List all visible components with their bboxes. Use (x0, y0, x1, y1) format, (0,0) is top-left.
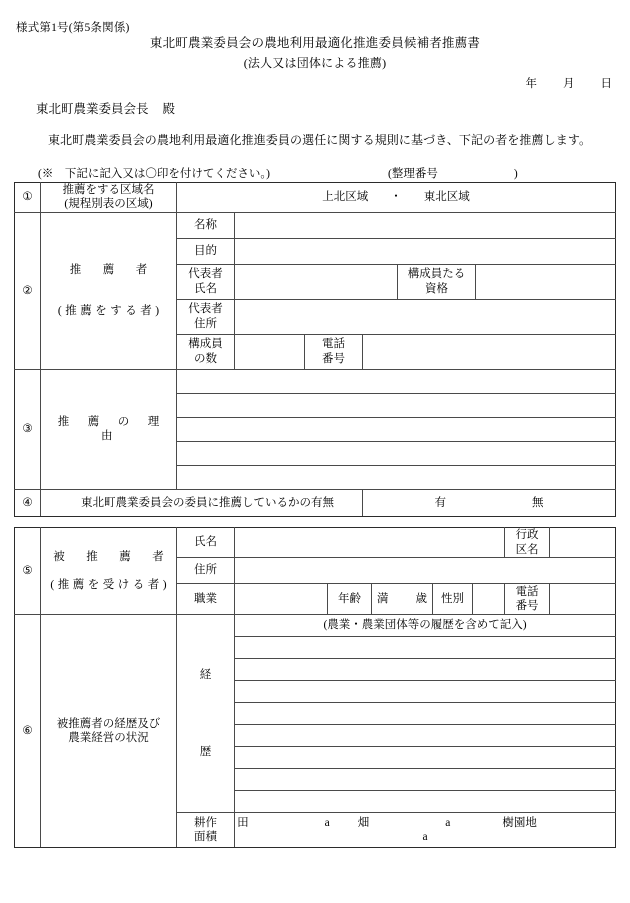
reference-number-close: ) (513, 168, 518, 180)
row-label-recommender (41, 212, 177, 369)
field-label-district-line2: 区名 (515, 543, 539, 556)
field-label-district-line1: 行政 (515, 529, 539, 542)
field-value-nominee-name[interactable] (235, 528, 505, 558)
field-label-purpose: 目的 (177, 238, 235, 264)
field-label-occupation: 職業 (177, 584, 235, 615)
field-label-member-count (177, 334, 235, 369)
area-option-separator: ・ (390, 191, 402, 204)
field-label-representative-address-line1: 代表者 (188, 303, 223, 316)
field-label-recommender-phone-line2: 番号 (322, 352, 345, 365)
field-label-nominee-phone (505, 584, 550, 615)
field-label-gender: 性別 (433, 584, 473, 615)
field-label-career-line2: 歴 (199, 745, 212, 758)
reason-line[interactable] (177, 441, 616, 465)
table-row-career-note (15, 615, 616, 637)
row-number-2: ② (15, 212, 41, 369)
field-value-name[interactable] (235, 212, 616, 238)
field-label-district (505, 528, 550, 558)
area-field-label: 畑 (357, 816, 370, 829)
field-value-gender[interactable] (473, 584, 505, 615)
page-title: 東北町農業委員会の農地利用最適化推進委員候補者推薦書 (149, 36, 481, 50)
career-line[interactable] (235, 681, 616, 703)
row-label-nominee-line1: 被 推 薦 者 (53, 550, 169, 563)
field-label-member-qualification-line2: 資格 (425, 282, 448, 295)
row-number-4: ④ (15, 489, 41, 516)
row-number-6-text: ⑥ (22, 724, 33, 737)
row-label-career (41, 615, 177, 848)
row-label-area-line2: (規程別表の区域) (64, 198, 153, 211)
row-number-5-text: ⑤ (22, 564, 33, 577)
field-value-district[interactable] (550, 528, 616, 558)
date-line (526, 75, 613, 91)
career-line[interactable] (235, 703, 616, 725)
table-row-area (15, 183, 616, 213)
form-table-lower (14, 527, 616, 848)
field-value-member-count[interactable] (235, 334, 305, 369)
row-number-6 (15, 615, 41, 848)
career-line[interactable] (235, 747, 616, 769)
cultivated-area-values[interactable] (235, 813, 616, 848)
career-note: (農業・農業団体等の履歴を含めて記入) (235, 615, 616, 637)
date-month-label: 月 (563, 78, 575, 90)
field-label-member-qualification-line1: 構成員たる (407, 268, 466, 281)
date-year-label: 年 (525, 78, 537, 90)
area-field-unit: a (445, 816, 451, 829)
field-label-member-qualification (398, 264, 476, 299)
field-label-career (177, 615, 235, 813)
area-option-kamikita[interactable]: 上北区域 (322, 191, 369, 204)
field-value-nominee-address[interactable] (235, 558, 616, 584)
row-label-area-line1: 推薦をする区域名 (62, 184, 155, 196)
row-number-3 (15, 369, 41, 489)
body-statement: 東北町農業委員会の農地利用最適化推進委員の選任に関する規則に基づき、下記の者を推薦します。 (48, 133, 592, 147)
reason-line[interactable] (177, 417, 616, 441)
reason-line[interactable] (177, 393, 616, 417)
reason-line[interactable] (177, 369, 616, 393)
field-value-nominee-phone[interactable] (550, 584, 616, 615)
field-label-nominee-phone-line2: 番号 (515, 600, 539, 612)
area-orchard-label: 樹園地 (502, 816, 537, 829)
age-sai-label: 歳 (415, 592, 427, 605)
table-row-reason-1 (15, 369, 616, 393)
field-label-career-line1: 経 (199, 669, 212, 682)
field-label-representative-address (177, 299, 235, 334)
field-value-age[interactable] (372, 584, 433, 615)
field-label-member-count-line1: 構成員 (188, 338, 223, 351)
page-subtitle: (法人又は団体による推薦) (243, 56, 387, 70)
career-line[interactable] (235, 791, 616, 813)
row-label-reason-text: 推 薦 の 理 由 (57, 415, 178, 443)
field-label-recommender-phone (305, 334, 363, 369)
field-label-recommender-phone-line1: 電話 (322, 338, 345, 351)
field-label-representative-name-line2: 氏名 (194, 282, 217, 295)
option-yes[interactable]: 有 (434, 496, 446, 509)
instruction-line (38, 165, 615, 181)
career-line[interactable] (235, 637, 616, 659)
reference-number-label: (整理番号 (388, 168, 438, 180)
date-day-label: 日 (600, 78, 612, 90)
field-value-purpose[interactable] (235, 238, 616, 264)
area-rice-label: 田 (237, 816, 249, 829)
area-rice-unit: a (324, 816, 330, 829)
field-label-representative-name-line1: 代表者 (188, 268, 223, 281)
row-label-career-line2: 農業経営の状況 (68, 732, 149, 744)
already-recommended-options[interactable] (363, 489, 616, 516)
field-value-representative-address[interactable] (235, 299, 616, 334)
field-value-recommender-phone[interactable] (363, 334, 616, 369)
reason-line[interactable] (177, 465, 616, 489)
field-label-age: 年齢 (328, 584, 372, 615)
row-label-already-recommended: 東北町農業委員会の委員に推薦しているかの有無 (41, 489, 363, 516)
field-label-cultivated-area-line1: 耕作 (194, 816, 217, 829)
career-line[interactable] (235, 659, 616, 681)
table-row-nominee-name (15, 528, 616, 558)
row-label-recommender-line2: (推薦をする者) (57, 304, 163, 317)
addressee (36, 99, 175, 117)
row-label-nominee-line2: (推薦を受ける者) (50, 579, 171, 591)
table-row-recommender-name (15, 212, 616, 238)
age-man-label: 満 (377, 592, 390, 605)
field-value-representative-name[interactable] (235, 264, 398, 299)
table-row-already-recommended (15, 489, 616, 516)
row-number-3-text: ③ (22, 423, 33, 436)
field-label-nominee-address: 住所 (177, 558, 235, 584)
instruction-text: (※ 下記に記入又は〇印を付けてください。) (38, 168, 270, 180)
field-label-cultivated-area (177, 813, 235, 848)
field-label-representative-address-line2: 住所 (194, 317, 217, 330)
reference-number-field (388, 165, 518, 181)
field-label-member-count-line2: の数 (194, 352, 217, 365)
row-label-recommender-line1: 推 薦 者 (69, 264, 153, 277)
field-label-nominee-name: 氏名 (177, 528, 235, 558)
area-orchard-unit: a (422, 831, 428, 843)
row-label-nominee (41, 528, 177, 615)
field-label-nominee-phone-line1: 電話 (515, 585, 539, 598)
field-label-name: 名称 (177, 212, 235, 238)
field-label-representative-name (177, 264, 235, 299)
field-value-occupation[interactable] (235, 584, 328, 615)
area-option-tohoku[interactable]: 東北区域 (423, 191, 470, 204)
form-table-upper (14, 182, 616, 517)
field-label-cultivated-area-line2: 面積 (194, 831, 217, 843)
option-no[interactable]: 無 (532, 496, 544, 509)
field-value-member-qualification[interactable] (476, 264, 616, 299)
addressee-name: 東北町農業委員会長 (36, 102, 149, 116)
row-number-1: ① (15, 183, 41, 213)
addressee-honorific: 殿 (162, 102, 176, 116)
area-option-cell[interactable] (177, 183, 616, 213)
career-line[interactable] (235, 725, 616, 747)
row-label-reason (41, 369, 177, 489)
career-line[interactable] (235, 769, 616, 791)
row-label-area (41, 183, 177, 213)
form-number: 様式第1号(第5条関係) (16, 22, 130, 34)
row-number-5 (15, 528, 41, 615)
row-label-career-line1: 被推薦者の経歴及び (56, 717, 161, 730)
